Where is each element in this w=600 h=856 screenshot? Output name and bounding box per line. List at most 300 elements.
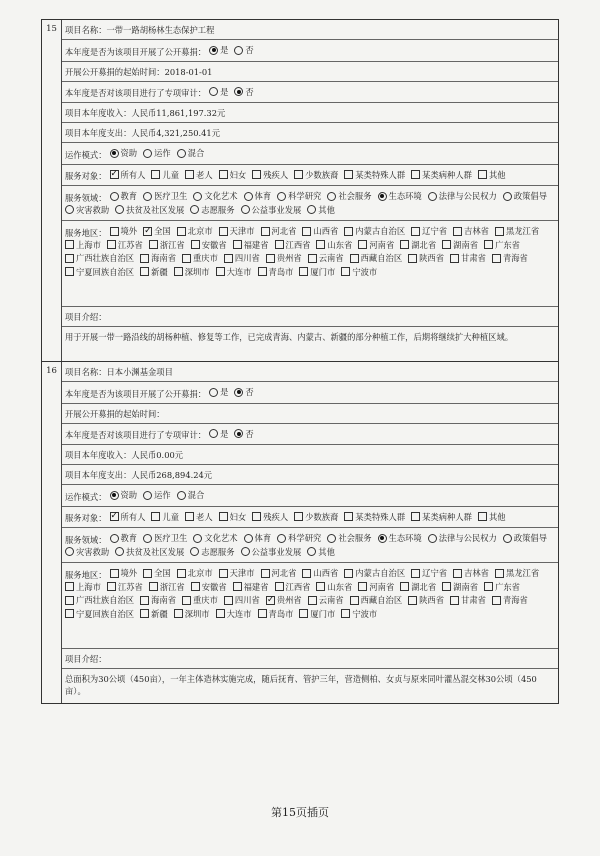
checkbox-icon[interactable] bbox=[65, 609, 74, 618]
region-option[interactable] bbox=[191, 581, 227, 593]
checkbox-icon[interactable] bbox=[495, 227, 504, 236]
checkbox-icon[interactable] bbox=[149, 240, 158, 249]
target-option[interactable] bbox=[344, 169, 405, 181]
checkbox-icon[interactable] bbox=[219, 569, 228, 578]
field-option[interactable] bbox=[143, 532, 187, 544]
region-option[interactable] bbox=[261, 225, 297, 237]
checkbox-icon[interactable] bbox=[65, 240, 74, 249]
region-option[interactable] bbox=[174, 608, 210, 620]
regions-row: 服务地区： 境外 ✓ 全国 北京市 天津市 河北省 山西省 内蒙古自治区 辽宁省 吉林省 黑龙江省 上海市 江苏省 浙江省 安徽省 福建省 江西省 山东省 河南省 湖北省 湖南省 广东省 广西壮族自治区 海南省 重庆市 四川省 贵州省 云南省 西藏自治区 陕西省 甘肃省 青海省 宁夏回族自治区 新疆 深圳市 大连市 青岛市 厦门市 宁波市 bbox=[62, 221, 558, 307]
checkbox-icon[interactable] bbox=[308, 254, 317, 263]
target-option[interactable] bbox=[294, 511, 338, 523]
checkbox-icon[interactable] bbox=[149, 582, 158, 591]
region-option[interactable] bbox=[149, 581, 185, 593]
checkbox-icon[interactable] bbox=[358, 240, 367, 249]
checkbox-icon[interactable] bbox=[358, 582, 367, 591]
region-option[interactable] bbox=[450, 594, 486, 606]
radio-icon[interactable] bbox=[503, 534, 512, 543]
checkbox-icon[interactable] bbox=[191, 240, 200, 249]
region-option-label: 境外 bbox=[120, 226, 138, 236]
field-option[interactable] bbox=[277, 532, 321, 544]
mode-option[interactable] bbox=[177, 147, 205, 159]
region-option[interactable] bbox=[266, 594, 302, 606]
target-option[interactable] bbox=[411, 169, 472, 181]
public-yes-radio[interactable] bbox=[209, 46, 218, 55]
checkbox-icon[interactable] bbox=[266, 254, 275, 263]
mode-option[interactable] bbox=[143, 489, 171, 501]
region-option[interactable] bbox=[492, 594, 528, 606]
checkbox-icon[interactable] bbox=[302, 569, 311, 578]
checkbox-icon[interactable] bbox=[344, 569, 353, 578]
region-option[interactable] bbox=[358, 239, 394, 251]
region-option[interactable] bbox=[191, 239, 227, 251]
checkbox-icon[interactable] bbox=[478, 170, 487, 179]
checkbox-icon[interactable] bbox=[492, 596, 501, 605]
region-option[interactable] bbox=[149, 239, 185, 251]
projects-table bbox=[41, 19, 559, 704]
region-option[interactable] bbox=[140, 252, 176, 264]
checkbox-icon[interactable] bbox=[258, 609, 267, 618]
region-option[interactable] bbox=[182, 594, 218, 606]
region-option[interactable] bbox=[261, 567, 297, 579]
field-option[interactable] bbox=[115, 546, 184, 558]
region-option[interactable] bbox=[107, 581, 143, 593]
target-option[interactable] bbox=[478, 511, 506, 523]
checkbox-icon[interactable] bbox=[341, 267, 350, 276]
checkbox-icon[interactable] bbox=[294, 170, 303, 179]
region-option-label: 西藏自治区 bbox=[360, 253, 403, 263]
region-option-label: 全国 bbox=[154, 226, 171, 236]
region-option[interactable] bbox=[216, 608, 252, 620]
checkbox-icon[interactable] bbox=[151, 512, 160, 521]
region-option[interactable] bbox=[495, 567, 539, 579]
audit-no-radio[interactable] bbox=[234, 429, 243, 438]
region-option-label: 大连市 bbox=[226, 266, 252, 277]
field-option[interactable] bbox=[327, 532, 371, 544]
field-option-label: 法律与公民权力 bbox=[438, 533, 497, 543]
checkbox-icon[interactable] bbox=[233, 582, 242, 591]
region-option[interactable] bbox=[442, 239, 478, 251]
field-option[interactable] bbox=[110, 532, 138, 544]
region-option[interactable] bbox=[450, 252, 486, 264]
field-option[interactable] bbox=[277, 190, 321, 202]
checkbox-icon[interactable] bbox=[65, 267, 74, 276]
checkbox-icon[interactable] bbox=[411, 569, 420, 578]
intro-text: 总面积为30公顷（450亩），一年主体造林实施完成，随后抚育、管护三年，营造侧柏、女贞与原来同叶灌丛混交林30公顷（450亩）。 bbox=[65, 674, 537, 696]
checkbox-icon[interactable] bbox=[411, 512, 420, 521]
field-option[interactable] bbox=[428, 532, 497, 544]
radio-icon[interactable] bbox=[177, 149, 186, 158]
region-option[interactable] bbox=[65, 252, 134, 264]
region-option-label: 河南省 bbox=[369, 239, 395, 250]
region-option[interactable] bbox=[65, 594, 134, 606]
target-option[interactable] bbox=[252, 169, 288, 181]
radio-icon[interactable] bbox=[327, 192, 336, 201]
checkbox-icon[interactable] bbox=[492, 254, 501, 263]
checkbox-icon[interactable] bbox=[224, 254, 233, 263]
region-option-label: 深圳市 bbox=[184, 608, 210, 619]
checkbox-icon[interactable] bbox=[308, 596, 317, 605]
checkbox-icon[interactable] bbox=[219, 170, 228, 179]
region-option[interactable] bbox=[442, 581, 478, 593]
target-option[interactable] bbox=[478, 169, 506, 181]
checkbox-icon[interactable] bbox=[107, 240, 116, 249]
checkbox-icon[interactable] bbox=[182, 596, 191, 605]
region-option[interactable] bbox=[107, 239, 143, 251]
checkbox-icon[interactable] bbox=[65, 582, 74, 591]
region-option-label: 厦门市 bbox=[310, 266, 336, 277]
region-option[interactable] bbox=[219, 225, 255, 237]
radio-icon[interactable] bbox=[110, 491, 119, 500]
field-option[interactable] bbox=[241, 204, 302, 216]
checkbox-icon[interactable] bbox=[411, 227, 420, 236]
region-option[interactable] bbox=[65, 239, 101, 251]
checkbox-icon[interactable] bbox=[344, 227, 353, 236]
radio-icon[interactable] bbox=[378, 534, 387, 543]
radio-icon[interactable] bbox=[193, 534, 202, 543]
region-option[interactable] bbox=[233, 239, 269, 251]
checkbox-icon[interactable] bbox=[143, 569, 152, 578]
checkbox-icon[interactable] bbox=[219, 512, 228, 521]
intro-label-row: 项目介绍： bbox=[62, 307, 558, 327]
checkbox-icon[interactable] bbox=[400, 582, 409, 591]
region-option-label: 贵州省 bbox=[276, 595, 302, 605]
checkbox-icon[interactable] bbox=[177, 227, 186, 236]
checkbox-icon[interactable] bbox=[275, 582, 284, 591]
radio-icon[interactable] bbox=[244, 192, 253, 201]
checkbox-icon[interactable] bbox=[140, 267, 149, 276]
checkbox-icon[interactable] bbox=[252, 512, 261, 521]
checkbox-icon[interactable] bbox=[450, 596, 459, 605]
mode-option[interactable] bbox=[110, 489, 138, 501]
region-option[interactable] bbox=[344, 567, 405, 579]
radio-icon[interactable] bbox=[143, 149, 152, 158]
checkbox-icon[interactable] bbox=[408, 596, 417, 605]
region-option[interactable] bbox=[143, 567, 171, 579]
region-option[interactable] bbox=[65, 581, 101, 593]
checkbox-icon[interactable] bbox=[110, 170, 119, 179]
mode-option-label: 运作 bbox=[154, 148, 171, 158]
checkbox-icon[interactable] bbox=[185, 512, 194, 521]
field-option[interactable] bbox=[378, 190, 422, 202]
field-option[interactable] bbox=[65, 204, 109, 216]
region-option[interactable] bbox=[233, 581, 269, 593]
field-option[interactable] bbox=[307, 546, 335, 558]
radio-icon[interactable] bbox=[110, 534, 119, 543]
field-option[interactable] bbox=[307, 204, 335, 216]
radio-icon[interactable] bbox=[193, 192, 202, 201]
region-option[interactable] bbox=[358, 581, 394, 593]
checkbox-icon[interactable] bbox=[140, 596, 149, 605]
expense-value: 人民币4,321,250.41元 bbox=[131, 128, 220, 138]
radio-icon[interactable] bbox=[241, 547, 250, 556]
region-option[interactable] bbox=[411, 567, 447, 579]
region-option-label: 新疆 bbox=[151, 266, 168, 277]
region-option[interactable] bbox=[177, 225, 213, 237]
target-option[interactable] bbox=[151, 511, 179, 523]
radio-icon[interactable] bbox=[277, 534, 286, 543]
region-option[interactable] bbox=[495, 225, 539, 237]
checkbox-icon[interactable] bbox=[219, 227, 228, 236]
region-option-label: 山东省 bbox=[327, 581, 353, 592]
checkbox-icon[interactable] bbox=[140, 254, 149, 263]
field-option-label: 志愿服务 bbox=[201, 204, 235, 215]
checkbox-icon[interactable] bbox=[261, 227, 270, 236]
checkbox-icon[interactable] bbox=[299, 267, 308, 276]
checkbox-icon[interactable] bbox=[174, 609, 183, 618]
checkbox-icon[interactable] bbox=[484, 240, 493, 249]
target-option[interactable] bbox=[294, 169, 338, 181]
radio-icon[interactable] bbox=[143, 192, 152, 201]
field-option[interactable] bbox=[241, 546, 302, 558]
region-option[interactable] bbox=[408, 252, 444, 264]
checkbox-icon[interactable] bbox=[216, 267, 225, 276]
region-option[interactable] bbox=[258, 266, 294, 278]
region-option[interactable] bbox=[174, 266, 210, 278]
region-option[interactable] bbox=[143, 225, 171, 237]
region-option[interactable] bbox=[65, 608, 134, 620]
region-option-label: 广西壮族自治区 bbox=[76, 253, 135, 263]
region-option[interactable] bbox=[484, 239, 520, 251]
region-option[interactable] bbox=[411, 225, 447, 237]
checkbox-icon[interactable] bbox=[316, 582, 325, 591]
target-option[interactable] bbox=[344, 511, 405, 523]
field-option-label: 教育 bbox=[120, 191, 138, 201]
mode-option[interactable] bbox=[177, 489, 205, 501]
region-option[interactable] bbox=[140, 594, 176, 606]
checkbox-icon[interactable] bbox=[495, 569, 504, 578]
region-option[interactable] bbox=[65, 266, 134, 278]
region-option-label: 江西省 bbox=[285, 239, 311, 250]
region-option[interactable] bbox=[182, 252, 218, 264]
radio-icon[interactable] bbox=[307, 547, 316, 556]
public-no-radio[interactable] bbox=[234, 388, 243, 397]
target-option[interactable] bbox=[110, 169, 146, 181]
checkbox-icon[interactable] bbox=[341, 609, 350, 618]
radio-icon[interactable] bbox=[65, 547, 74, 556]
field-option[interactable] bbox=[65, 546, 109, 558]
target-option[interactable] bbox=[185, 169, 213, 181]
region-option[interactable] bbox=[341, 266, 377, 278]
checkbox-icon[interactable] bbox=[266, 596, 275, 605]
checkbox-icon[interactable] bbox=[450, 254, 459, 263]
radio-icon[interactable] bbox=[327, 534, 336, 543]
checkbox-icon[interactable] bbox=[316, 240, 325, 249]
radio-icon[interactable] bbox=[110, 192, 119, 201]
region-option[interactable] bbox=[350, 252, 403, 264]
radio-icon[interactable] bbox=[378, 192, 387, 201]
checkbox-icon[interactable] bbox=[299, 609, 308, 618]
radio-icon[interactable] bbox=[503, 192, 512, 201]
target-option[interactable] bbox=[151, 169, 179, 181]
field-option[interactable] bbox=[110, 190, 138, 202]
target-option-label: 所有人 bbox=[120, 511, 146, 522]
region-option[interactable] bbox=[266, 252, 302, 264]
checkbox-icon[interactable] bbox=[478, 512, 487, 521]
region-option[interactable] bbox=[224, 252, 260, 264]
field-option[interactable] bbox=[143, 190, 187, 202]
checkbox-icon[interactable] bbox=[408, 254, 417, 263]
field-option-label: 文化艺术 bbox=[204, 533, 238, 543]
field-option[interactable] bbox=[115, 204, 184, 216]
region-option[interactable] bbox=[258, 608, 294, 620]
region-option[interactable] bbox=[308, 252, 344, 264]
region-option[interactable] bbox=[316, 239, 352, 251]
region-option[interactable] bbox=[453, 225, 489, 237]
region-option-label: 安徽省 bbox=[201, 581, 227, 592]
checkbox-icon[interactable] bbox=[344, 512, 353, 521]
field-option[interactable] bbox=[244, 190, 272, 202]
region-option[interactable] bbox=[408, 594, 444, 606]
field-option[interactable] bbox=[503, 532, 547, 544]
audit-no-radio[interactable] bbox=[234, 87, 243, 96]
region-option[interactable] bbox=[302, 225, 338, 237]
mode-option[interactable] bbox=[143, 147, 171, 159]
region-option[interactable] bbox=[316, 581, 352, 593]
region-option-label: 北京市 bbox=[187, 226, 213, 236]
region-option[interactable] bbox=[224, 594, 260, 606]
region-option[interactable] bbox=[400, 239, 436, 251]
region-option[interactable] bbox=[344, 225, 405, 237]
checkbox-icon[interactable] bbox=[216, 609, 225, 618]
field-option[interactable] bbox=[327, 190, 371, 202]
field-option[interactable] bbox=[244, 532, 272, 544]
radio-icon[interactable] bbox=[115, 547, 124, 556]
radio-icon[interactable] bbox=[190, 547, 199, 556]
checkbox-icon[interactable] bbox=[65, 596, 74, 605]
field-option[interactable] bbox=[190, 546, 234, 558]
region-option[interactable] bbox=[140, 266, 168, 278]
project-number: 16 bbox=[42, 362, 62, 703]
radio-icon[interactable] bbox=[65, 205, 74, 214]
mode-option[interactable] bbox=[110, 147, 138, 159]
target-option-label: 残疾人 bbox=[263, 169, 289, 180]
radio-icon[interactable] bbox=[110, 149, 119, 158]
checkbox-icon[interactable] bbox=[453, 227, 462, 236]
field-option[interactable] bbox=[503, 190, 547, 202]
checkbox-icon[interactable] bbox=[442, 240, 451, 249]
region-option[interactable] bbox=[299, 266, 335, 278]
region-option[interactable] bbox=[400, 581, 436, 593]
region-option-label: 甘肃省 bbox=[461, 595, 486, 605]
checkbox-icon[interactable] bbox=[411, 170, 420, 179]
field-option[interactable] bbox=[193, 190, 237, 202]
radio-icon[interactable] bbox=[244, 534, 253, 543]
region-option-label: 湖南省 bbox=[453, 581, 479, 592]
checkbox-icon[interactable] bbox=[258, 267, 267, 276]
expense-value: 人民币268,894.24元 bbox=[131, 470, 213, 480]
target-option[interactable] bbox=[185, 511, 213, 523]
field-option[interactable] bbox=[428, 190, 497, 202]
region-option[interactable] bbox=[302, 567, 338, 579]
checkbox-icon[interactable] bbox=[344, 170, 353, 179]
checkbox-icon[interactable] bbox=[233, 240, 242, 249]
region-option[interactable] bbox=[216, 266, 252, 278]
region-option[interactable] bbox=[110, 225, 138, 237]
region-option[interactable] bbox=[299, 608, 335, 620]
radio-icon[interactable] bbox=[143, 491, 152, 500]
checkbox-icon[interactable] bbox=[185, 170, 194, 179]
checkbox-icon[interactable] bbox=[484, 582, 493, 591]
checkbox-icon[interactable] bbox=[302, 227, 311, 236]
checkbox-icon[interactable] bbox=[151, 170, 160, 179]
checkbox-icon[interactable] bbox=[252, 170, 261, 179]
field-option[interactable] bbox=[378, 532, 422, 544]
checkbox-icon[interactable] bbox=[294, 512, 303, 521]
region-option[interactable] bbox=[350, 594, 403, 606]
radio-icon[interactable] bbox=[428, 534, 437, 543]
target-option[interactable] bbox=[411, 511, 472, 523]
target-option[interactable] bbox=[252, 511, 288, 523]
checkbox-icon[interactable] bbox=[275, 240, 284, 249]
checkbox-icon[interactable] bbox=[350, 596, 359, 605]
field-option[interactable] bbox=[193, 532, 237, 544]
region-option[interactable] bbox=[492, 252, 528, 264]
checkbox-icon[interactable] bbox=[182, 254, 191, 263]
radio-icon[interactable] bbox=[177, 491, 186, 500]
region-option-label: 福建省 bbox=[243, 581, 269, 592]
checkbox-icon[interactable] bbox=[442, 582, 451, 591]
checkbox-icon[interactable] bbox=[453, 569, 462, 578]
region-option[interactable] bbox=[484, 581, 520, 593]
checkbox-icon[interactable] bbox=[224, 596, 233, 605]
region-option-label: 湖南省 bbox=[453, 239, 479, 250]
public-no-radio[interactable] bbox=[234, 46, 243, 55]
field-option[interactable] bbox=[190, 204, 234, 216]
target-option[interactable] bbox=[110, 511, 146, 523]
region-option[interactable] bbox=[453, 567, 489, 579]
checkbox-icon[interactable] bbox=[110, 512, 119, 521]
audit-yes-radio[interactable] bbox=[209, 87, 218, 96]
checkbox-icon[interactable] bbox=[65, 254, 74, 263]
radio-icon[interactable] bbox=[143, 534, 152, 543]
checkbox-icon[interactable] bbox=[143, 227, 152, 236]
region-option[interactable] bbox=[341, 608, 377, 620]
radio-icon[interactable] bbox=[115, 205, 124, 214]
target-option[interactable] bbox=[219, 511, 247, 523]
checkbox-icon[interactable] bbox=[177, 569, 186, 578]
radio-icon[interactable] bbox=[428, 192, 437, 201]
checkbox-icon[interactable] bbox=[191, 582, 200, 591]
region-option[interactable] bbox=[110, 567, 138, 579]
region-option-label: 四川省 bbox=[234, 253, 260, 263]
radio-icon[interactable] bbox=[241, 205, 250, 214]
region-option[interactable] bbox=[177, 567, 213, 579]
region-option[interactable] bbox=[219, 567, 255, 579]
target-option[interactable] bbox=[219, 169, 247, 181]
checkbox-icon[interactable] bbox=[261, 569, 270, 578]
checkbox-icon[interactable] bbox=[174, 267, 183, 276]
region-option[interactable] bbox=[140, 608, 168, 620]
checkbox-icon[interactable] bbox=[110, 227, 119, 236]
checkbox-icon[interactable] bbox=[107, 582, 116, 591]
region-option[interactable] bbox=[308, 594, 344, 606]
region-option[interactable] bbox=[275, 581, 311, 593]
audit-row: 本年度是否对该项目进行了专项审计： 是 否 bbox=[62, 424, 558, 446]
radio-icon[interactable] bbox=[277, 192, 286, 201]
checkbox-icon[interactable] bbox=[400, 240, 409, 249]
checkbox-icon[interactable] bbox=[110, 569, 119, 578]
checkbox-icon[interactable] bbox=[140, 609, 149, 618]
radio-icon[interactable] bbox=[190, 205, 199, 214]
radio-icon[interactable] bbox=[307, 205, 316, 214]
checkbox-icon[interactable] bbox=[350, 254, 359, 263]
target-option-label: 某类病种人群 bbox=[422, 511, 472, 522]
region-option-label: 宁波市 bbox=[352, 608, 378, 619]
audit-yes-radio[interactable] bbox=[209, 429, 218, 438]
public-yes-radio[interactable] bbox=[209, 388, 218, 397]
region-option[interactable] bbox=[275, 239, 311, 251]
